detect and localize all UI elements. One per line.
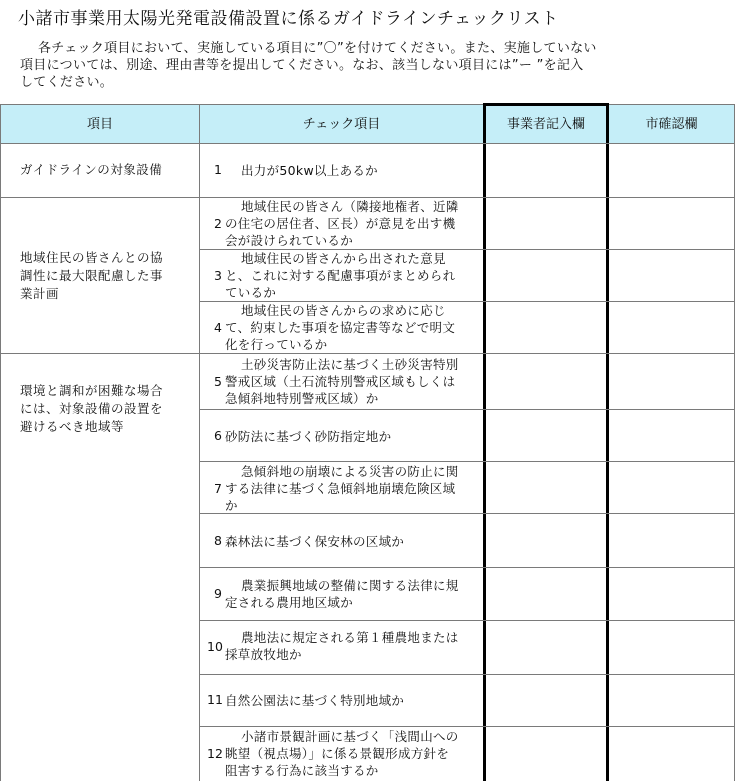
- check-line: 警戒区域（土石流特別警戒区域もしくは: [225, 374, 456, 389]
- header-city-label: 市確認欄: [645, 116, 698, 132]
- check-item-text: [225, 728, 459, 779]
- check-line: と、これに対する配慮事項がまとめられ: [225, 268, 456, 283]
- check-line: 定される農用地区域か: [225, 595, 354, 610]
- group-label-target-equipment: ガイドラインの対象設備: [20, 162, 163, 177]
- header-city: [609, 105, 734, 143]
- header-operator: [485, 105, 607, 143]
- check-item-text: [225, 356, 459, 407]
- page-title: 小諸市事業用太陽光発電設備設置に係るガイドラインチェックリスト: [18, 9, 559, 29]
- check-line: 土砂災害防止法に基づく土砂災害特別: [241, 357, 459, 372]
- header-check-label: チェック項目: [302, 116, 381, 132]
- row-number: 6: [214, 428, 222, 443]
- check-line: 化を行っているか: [225, 337, 328, 352]
- header-item: [1, 105, 199, 143]
- row-number: 1: [214, 162, 222, 177]
- group-label-line: 業計画: [20, 286, 60, 301]
- header-item-label: 項目: [86, 116, 113, 132]
- check-item-text: [225, 463, 459, 514]
- check-line: か: [225, 498, 238, 513]
- row-number: 9: [214, 586, 222, 601]
- header-check: [200, 105, 483, 143]
- row-number: 4: [214, 320, 222, 335]
- row-number: 10: [207, 639, 223, 654]
- group-label-line: 調性に最大限配慮した事: [20, 268, 164, 283]
- check-line: 農業振興地域の整備に関する法律に規: [241, 578, 459, 593]
- check-line: する法律に基づく急傾斜地崩壊危険区域: [225, 481, 456, 496]
- row-number: 12: [207, 746, 223, 761]
- check-line: 会が設けられているか: [225, 233, 354, 248]
- row-number: 3: [214, 268, 222, 283]
- group-label-line: 環境と調和が困難な場合: [20, 383, 164, 398]
- check-line: 急傾斜地の崩壊による災害の防止に関: [241, 464, 459, 479]
- check-line: 小諸市景観計画に基づく「浅間山への: [241, 729, 459, 744]
- row-number: 11: [207, 692, 223, 707]
- instruction-line-2: 項目については、別途、理由書等を提出してください。なお、該当しない項目には”ー ”を記入: [20, 58, 584, 73]
- check-item-text: 自然公園法に基づく特別地域か: [225, 693, 405, 708]
- header-operator-label: 事業者記入欄: [506, 116, 585, 132]
- check-item-text: 森林法に基づく保安林の区域か: [225, 534, 405, 549]
- check-item-text: 砂防法に基づく砂防指定地か: [225, 429, 392, 444]
- check-item-text: [225, 302, 455, 353]
- check-item-text: [225, 198, 459, 249]
- instruction-line-3: してください。: [20, 75, 114, 90]
- check-line: の住宅の居住者、区長）が意見を出す機: [225, 216, 456, 231]
- check-line: 採草放牧地か: [225, 647, 302, 662]
- check-item-text: [225, 577, 459, 611]
- group-label-residents: [20, 249, 163, 303]
- instruction-line-1: 各チェック項目において、実施している項目に”〇”を付けてください。また、実施していない: [38, 41, 597, 56]
- check-line: 阻害する行為に該当するか: [225, 763, 379, 778]
- check-line: 地域住民の皆さんからの求めに応じ: [241, 303, 446, 318]
- check-line: ているか: [225, 285, 277, 300]
- check-line: 急傾斜地特別警戒区域）か: [225, 391, 379, 406]
- check-line: 眺望（視点場）」に係る景観形成方針を: [225, 746, 450, 761]
- check-line: 農地法に規定される第１種農地または: [241, 630, 459, 645]
- check-line: 地域住民の皆さんから出された意見: [241, 251, 446, 266]
- group-label-restricted-areas: [20, 382, 163, 436]
- check-item-text: [225, 629, 459, 663]
- check-line: 地域住民の皆さん（隣接地権者、近隣: [241, 199, 459, 214]
- check-line: て、約束した事項を協定書等などで明文: [225, 320, 456, 335]
- row-number: 5: [214, 374, 222, 389]
- row-number: 7: [214, 481, 222, 496]
- group-label-line: には、対象設備の設置を: [20, 401, 164, 416]
- check-item-text: 出力が50kw以上あるか: [241, 163, 378, 178]
- group-label-line: 避けるべき地域等: [20, 419, 125, 434]
- group-label-line: 地域住民の皆さんとの協: [20, 250, 164, 265]
- check-item-text: [225, 250, 455, 301]
- row-number: 8: [214, 533, 222, 548]
- row-number: 2: [214, 216, 222, 231]
